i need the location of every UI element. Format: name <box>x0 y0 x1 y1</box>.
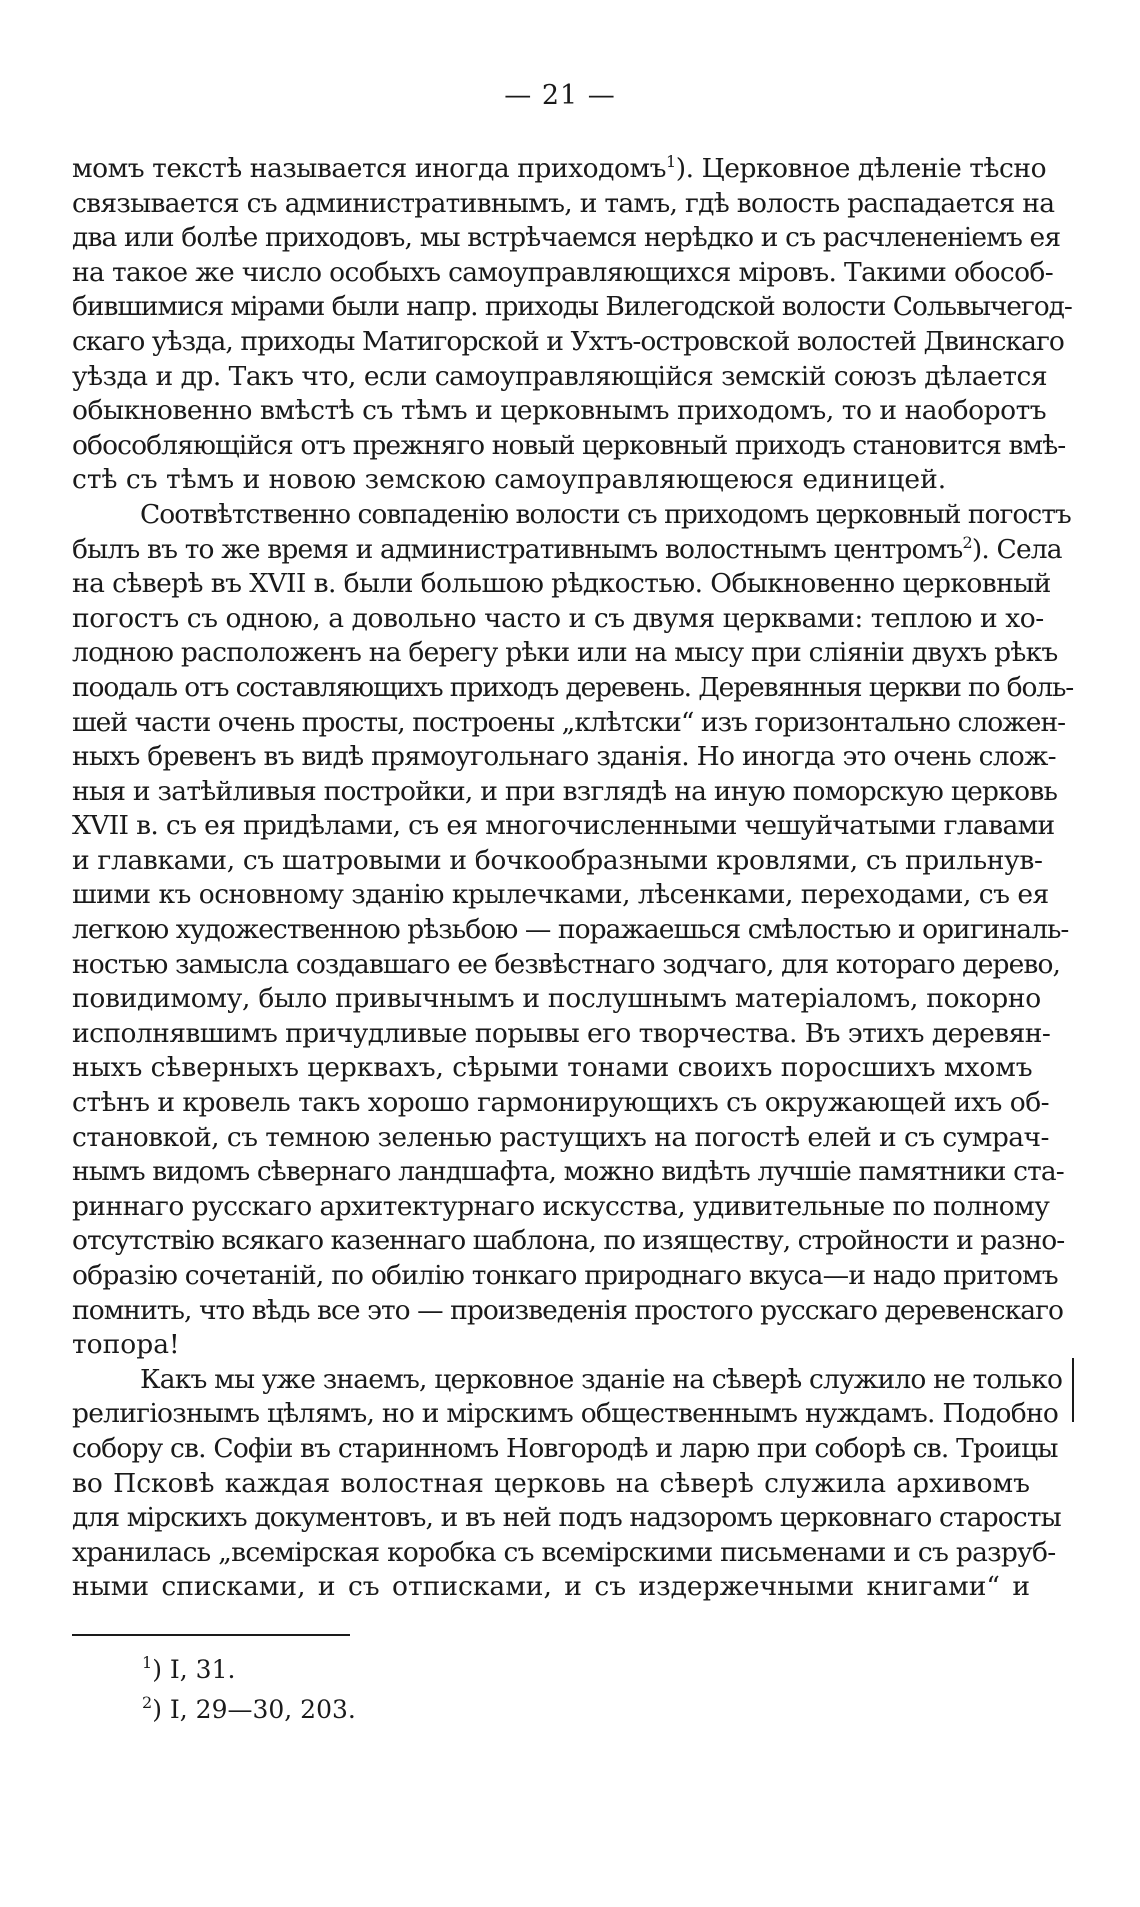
text-line: легкою художественною рѣзьбою — поражаешься смѣлостью и оригиналь- <box>72 914 1069 946</box>
text-line: топора! <box>72 1329 180 1361</box>
paragraph-1 <box>72 152 1072 498</box>
text-line: для мірскихъ документовъ, и въ ней подъ надзоромъ церковнаго старосты <box>72 1502 1061 1534</box>
text-line: скаго уѣзда, приходы Матигорской и Ухтъ-островской волостей Двинскаго <box>72 325 1064 357</box>
margin-mark <box>1072 1358 1074 1422</box>
text-line: исполнявшимъ причудливые порывы его творчества. Въ этихъ деревян- <box>72 1017 1051 1049</box>
text-line: нымъ видомъ сѣвернаго ландшафта, можно видѣть лучшіе памятники ста- <box>72 1156 1064 1188</box>
paragraph-2 <box>72 498 1074 1363</box>
text-line: ными списками, и съ отписками, и съ издержечными книгами“ и <box>72 1571 1030 1603</box>
text-line: ныхъ сѣверныхъ церквахъ, сѣрыми тонами своихъ поросшихъ мхомъ <box>72 1052 1033 1084</box>
text-line: Какъ мы уже знаемъ, церковное зданіе на сѣверѣ служило не только <box>140 1363 1063 1395</box>
text-line: связывается съ административнымъ, и тамъ, гдѣ волость распадается на <box>72 187 1055 219</box>
text-line: и главками, съ шатровыми и бочкообразными кровлями, съ прильнув- <box>72 844 1043 876</box>
text-line: отсутствію всякаго казеннаго шаблона, по изяществу, стройности и разно- <box>72 1225 1065 1257</box>
text-line: становкой, съ темною зеленью растущихъ на погостѣ елей и съ сумрач- <box>72 1121 1049 1153</box>
footnotes <box>142 1650 356 1730</box>
paragraph-3 <box>72 1363 1063 1605</box>
text-line: Соотвѣтственно совпаденію волости съ приходомъ церковный погостъ <box>140 498 1071 530</box>
text-line: на сѣверѣ въ XVII в. были большою рѣдкостью. Обыкновенно церковный <box>72 568 1051 600</box>
text-line: собору св. Софіи въ старинномъ Новгородѣ и ларю при соборѣ св. Троицы <box>72 1432 1058 1464</box>
text-line: религіознымъ цѣлямъ, но и мірскимъ общественнымъ нуждамъ. Подобно <box>72 1398 1059 1430</box>
main-text <box>72 152 1074 1605</box>
text-line: обособляющійся отъ прежняго новый церковный приходъ становится вмѣ- <box>72 429 1066 461</box>
text-line: помнить, что вѣдь все это — произведенія простого русскаго деревенскаго <box>72 1294 1064 1326</box>
text-line: на такое же число особыхъ самоуправляющихся міровъ. Такими обособ- <box>72 256 1054 288</box>
text-line: ныхъ бревенъ въ видѣ прямоугольнаго зданія. Но иногда это очень слож- <box>72 741 1056 773</box>
text-line: образію сочетаній, по обилію тонкаго природнаго вкуса—и надо притомъ <box>72 1260 1058 1291</box>
text-line: обыкновенно вмѣстѣ съ тѣмъ и церковнымъ приходомъ, то и наоборотъ <box>72 395 1047 427</box>
text-line: стѣнъ и кровель такъ хорошо гармонирующихъ съ окружающей ихъ об- <box>72 1087 1050 1119</box>
text-line: бившимися мірами были напр. приходы Вилегодской волости Сольвычегод- <box>72 291 1072 323</box>
text-line: риннаго русскаго архитектурнаго искусства, удивительные по полному <box>72 1190 1050 1222</box>
text-line: во Псковѣ каждая волостная церковь на сѣверѣ служила архивомъ <box>72 1467 1030 1499</box>
text-line: ныя и затѣйливыя постройки, и при взглядѣ на иную поморскую церковь <box>72 775 1058 807</box>
text-line: лодною расположенъ на берегу рѣки или на мысу при сліяніи двухъ рѣкъ <box>72 637 1058 669</box>
footnote-divider <box>72 1634 350 1636</box>
page-number: — 21 — <box>504 80 616 111</box>
footnote-ref-1: 1 <box>666 152 676 171</box>
text-line: уѣзда и др. Такъ что, если самоуправляющійся земскій союзъ дѣлается <box>72 360 1048 392</box>
footnote-1: $^1$) I, 31. <box>142 1653 236 1684</box>
footnote-ref-2: 2 <box>962 532 972 552</box>
text-line: стѣ съ тѣмъ и новою земскою самоуправляющеюся единицей. <box>72 464 947 496</box>
text-line: повидимому, было привычнымъ и послушнымъ матеріаломъ, покорно <box>72 983 1041 1015</box>
footnote-2: $^2$) I, 29—30, 203. <box>142 1693 356 1724</box>
text-line: поодаль отъ составляющихъ приходъ деревень. Деревянныя церкви по боль- <box>72 671 1074 703</box>
text-line: шими къ основному зданію крылечками, лѣсенками, переходами, съ ея <box>72 879 1049 911</box>
text-line: шей части очень просты, построены „клѣтски“ изъ горизонтально сложен- <box>72 706 1066 738</box>
text-line: XVII в. съ ея придѣлами, съ ея многочисленными чешуйчатыми главами <box>72 810 1055 842</box>
text-line: былъ въ то же время и административнымъ волостнымъ центромъ$^2$). Села <box>72 532 1062 565</box>
text-line: хранилась „всемірская коробка съ всемірскими письменами и съ разруб- <box>72 1536 1056 1568</box>
text-line: момъ текстѣ называется иногда приходомъ$^1$). Церковное дѣленіе тѣсно <box>72 152 1047 184</box>
text-line: два или болѣе приходовъ, мы встрѣчаемся нерѣдко и съ расчлененіемъ ея <box>72 222 1061 254</box>
text-line: ностью замысла создавшаго ее безвѣстнаго зодчаго, для котораго дерево, <box>72 948 1061 980</box>
text-line: погостъ съ одною, а довольно часто и съ двумя церквами: теплою и хо- <box>72 602 1044 634</box>
